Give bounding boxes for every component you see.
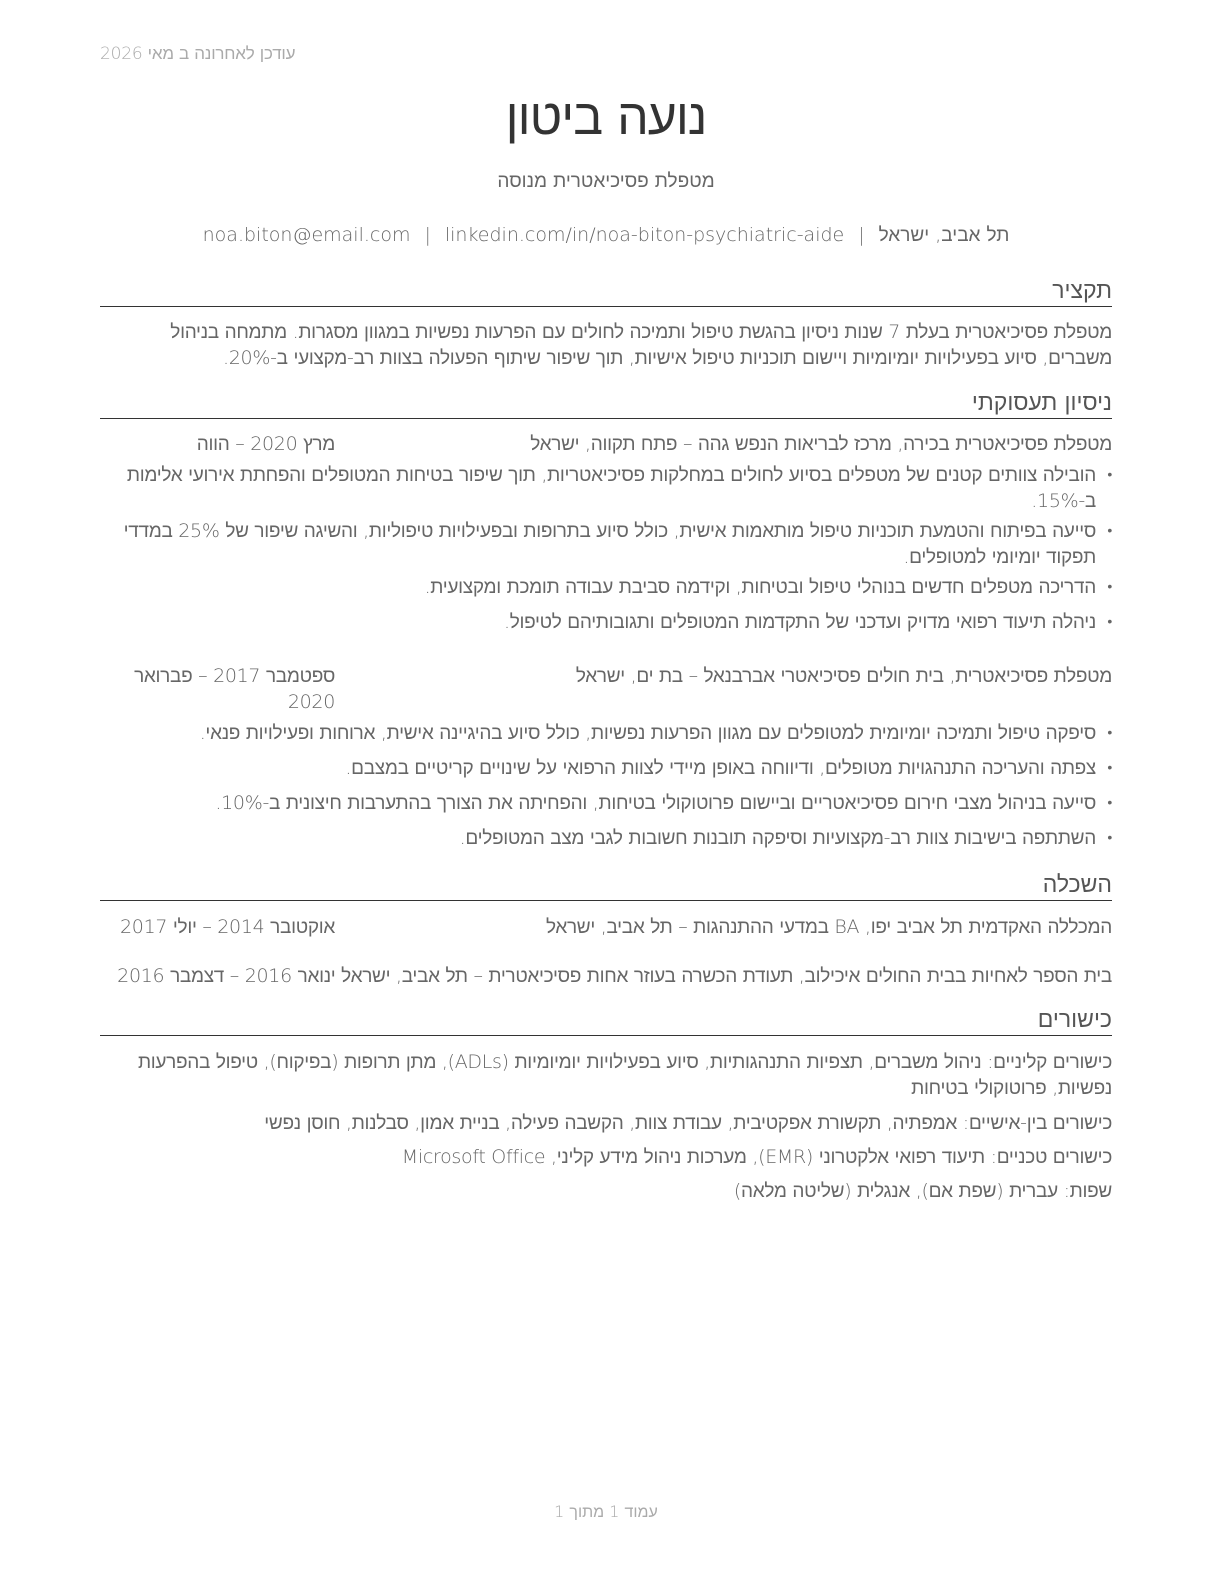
job-role: מטפלת פסיכיאטרית בכירה, מרכז לבריאות הנפש גהה – פתח תקווה, ישראל — [530, 433, 1112, 455]
list-item: • צפתה והעריכה התנהגויות מטופלים, ודיווחה באופן מיידי לצוות הרפואי על שינויים קריטיים במצבם. — [100, 755, 1112, 781]
candidate-name: נועה ביטון — [505, 88, 707, 146]
job-bullets — [100, 462, 1112, 635]
list-item: • ניהלה תיעוד רפואי מדויק ועדכני של התקדמות המטופלים ותגובותיהם לטיפול. — [100, 609, 1112, 635]
list-item: • סייעה בניהול מצבי חירום פסיכיאטריים וביישום פרוטוקולי בטיחות, והפחיתה את הצורך בהתערבות חיצונית ב-10%. — [100, 790, 1112, 816]
job-bullets — [100, 720, 1112, 851]
contact-email[interactable]: noa.biton@email.com — [202, 224, 411, 246]
contact-separator: | — [424, 224, 431, 246]
list-item: • סיפקה טיפול ותמיכה יומיומית למטופלים עם מגוון הפרעות נפשיות, כולל סיוע בהיגיינה אישית, ארוחות ופעילויות פנאי. — [100, 720, 1112, 746]
skill-line: שפות: עברית (שפת אם), אנגלית (שליטה מלאה) — [733, 1180, 1112, 1202]
job-dates: מרץ 2020 – הווה — [196, 433, 335, 455]
education-text: המכללה האקדמית תל אביב יפו, BA במדעי ההתנהגות – תל אביב, ישראל — [545, 916, 1112, 938]
list-item: • השתתפה בישיבות צוות רב-מקצועיות וסיפקה תובנות חשובות לגבי מצב המטופלים. — [100, 825, 1112, 851]
education-item: בית הספר לאחיות בבית החולים איכילוב, תעודת הכשרה בעוזר אחות פסיכיאטרית – תל אביב, ישראל ינואר 2016 – דצמבר 2016 — [117, 965, 1112, 987]
last-updated-note: עודכן לאחרונה ב מאי 2026 — [100, 44, 296, 64]
page-number: עמוד 1 מתוך 1 — [554, 1502, 658, 1521]
summary-text: מטפלת פסיכיאטרית בעלת 7 שנות ניסיון בהגשת טיפול ותמיכה לחולים עם הפרעות נפשיות במגוון מסגרות. מתמחה בניהול משברים, סיוע בפעילויות יומיומיות ויישום תוכניות טיפול אישיות, תוך שיפור שיתוף הפעולה בצוות רב-מקצועי ב-20%. — [170, 321, 1112, 369]
contact-location: תל אביב, ישראל — [878, 224, 1010, 246]
skill-line: כישורים בין-אישיים: אמפתיה, תקשורת אפקטיבית, עבודת צוות, הקשבה פעילה, בניית אמון, סבלנות, חוסן נפשי — [264, 1112, 1112, 1134]
job-dates: ספטמבר 2017 – פברואר 2020 — [134, 665, 335, 713]
education-dates: אוקטובר 2014 – יולי 2017 — [120, 916, 335, 938]
resume-page — [100, 0, 1112, 1584]
list-item: • סייעה בפיתוח והטמעת תוכניות טיפול מותאמות אישית, כולל סיוע בתרופות ובפעילויות טיפוליות, והשיגה שיפור של 25% במדדי תפקוד יומיומי למטופלים. — [100, 518, 1112, 570]
list-item: • הדריכה מטפלים חדשים בנוהלי טיפול ובטיחות, וקידמה סביבת עבודה תומכת ומקצועית. — [100, 574, 1112, 600]
skill-line: כישורים קליניים: ניהול משברים, תצפיות התנהגותיות, סיוע בפעילויות יומיומיות (ADLs), מתן תרופות (בפיקוח), טיפול בהפרעות נפשיות, פרוטוקולי בטיחות — [137, 1051, 1112, 1099]
list-item: • הובילה צוותים קטנים של מטפלים בסיוע לחולים במחלקות פסיכיאטריות, תוך שיפור בטיחות המטופלים והפחתת אירועי אלימות ב-15%. — [100, 462, 1112, 514]
candidate-title: מטפלת פסיכיאטרית מנוסה — [497, 170, 715, 192]
contact-line — [100, 224, 1112, 247]
summary-heading: תקציר — [100, 277, 1112, 307]
skill-line: כישורים טכניים: תיעוד רפואי אלקטרוני (EMR), מערכות ניהול מידע קליני, Microsoft Office — [401, 1146, 1112, 1168]
education-heading: השכלה — [100, 871, 1112, 901]
contact-linkedin[interactable]: linkedin.com/in/noa-biton-psychiatric-aide — [444, 224, 845, 246]
skills-heading: כישורים — [100, 1006, 1112, 1036]
contact-separator: | — [858, 224, 865, 246]
job-role: מטפלת פסיכיאטרית, בית חולים פסיכיאטרי אברבנאל – בת ים, ישראל — [575, 665, 1112, 687]
experience-heading: ניסיון תעסוקתי — [100, 389, 1112, 419]
